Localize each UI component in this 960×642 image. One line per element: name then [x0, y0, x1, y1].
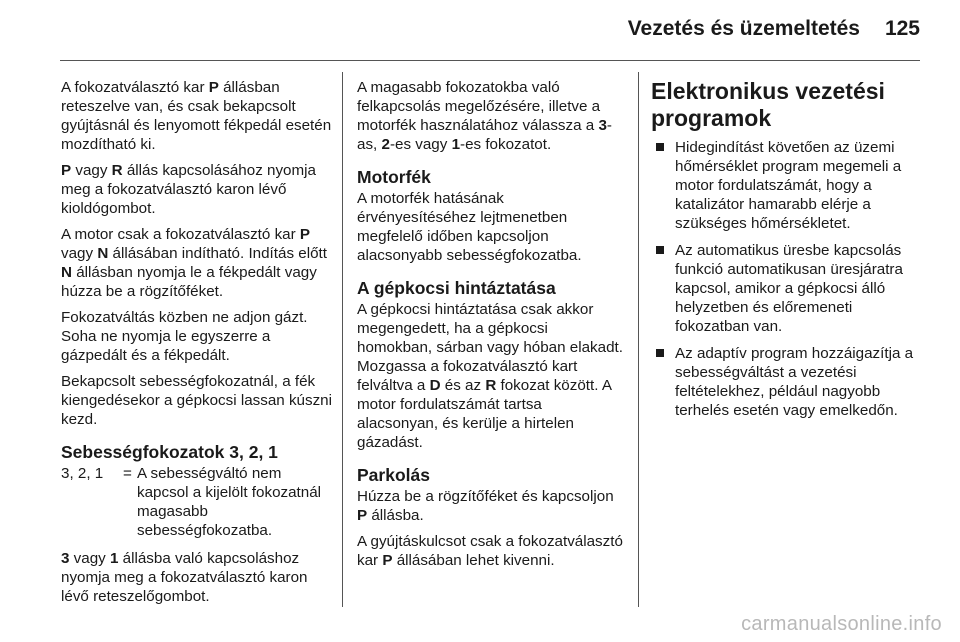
- paragraph-key-removal: A gyújtáskulcsot csak a fokozatválasztó kar P állásában lehet kivenni.: [357, 533, 623, 569]
- column-divider-1: [342, 72, 343, 607]
- running-title: Vezetés és üzemeltetés: [627, 17, 860, 40]
- header-rule: [60, 60, 920, 61]
- column-divider-2: [638, 72, 639, 607]
- list-item: Hidegindítást követően az üzemi hőmérséklet program megemeli a motor fordulatszámát, hogy a katalizátor hamarabb elérje a szükséges hőmérsékletet.: [651, 138, 921, 233]
- paragraph-creep: Bekapcsolt sebességfokozatnál, a fék kiengedésekor a gépkocsi lassan kúszni kezd.: [61, 373, 333, 428]
- page-header: [0, 0, 960, 62]
- list-item: Az adaptív program hozzáigazítja a sebességváltást a vezetési feltételekhez, például nagyobb terhelés esetén vagy emelkedőn.: [651, 344, 921, 420]
- heading-rocking: A gépkocsi hintáztatása: [357, 278, 556, 298]
- paragraph-selector-lock: A fokozatválasztó kar P állásban reteszelve van, és csak bekapcsolt gyújtásnál és lenyomott fékpedál esetén mozdítható ki.: [61, 79, 332, 153]
- column-2: [357, 78, 625, 577]
- paragraph-engine-brake: A motorfék hatásának érvényesítéséhez lejtmenetben megfelelő időben kapcsoljon alacsonyabb sebességfokozatba.: [357, 190, 582, 264]
- program-list: [651, 138, 921, 420]
- paragraph-engine-start: A motor csak a fokozatválasztó kar P vagy N állásában indítható. Indítás előtt N állásban nyomja le a fékpedált vagy húzza be a rögzítőféket.: [61, 226, 327, 300]
- paragraph-upshift-prevent: A magasabb fokozatokba való felkapcsolás megelőzésére, illetve a motorfék használatához válassza a 3-as, 2-es vagy 1-es fokozatot.: [357, 79, 612, 153]
- paragraph-lock-button: 3 vagy 1 állásba való kapcsoláshoz nyomja meg a fokozatválasztó karon lévő reteszelőgombot.: [61, 550, 308, 605]
- column-3: [651, 78, 921, 428]
- gear-definition: [61, 464, 332, 540]
- heading-electronic-programs: Elektronikus vezetési programok: [651, 78, 885, 131]
- definition-term: 3, 2, 1: [61, 465, 104, 482]
- page-number: 125: [884, 17, 920, 40]
- bullet-square-icon: [656, 246, 664, 254]
- paragraph-rocking: A gépkocsi hintáztatása csak akkor megengedett, ha a gépkocsi homokban, sárban vagy hóban elakadt. Mozgassa a fokozatválasztó kart felváltva a D és az R fokozat között. A motor fordulatszámát tartsa alacsonyan, és kerülje a hirtelen gázadást.: [357, 301, 623, 451]
- paragraph-no-throttle: Fokozatváltás közben ne adjon gázt. Soha ne nyomja le egyszerre a gázpedált és a fékpedált.: [61, 309, 308, 364]
- paragraph-parking: Húzza be a rögzítőféket és kapcsoljon P állásba.: [357, 488, 614, 524]
- heading-parking: Parkolás: [357, 465, 430, 485]
- heading-engine-brake: Motorfék: [357, 167, 431, 187]
- bullet-square-icon: [656, 143, 664, 151]
- definition-equals: =: [123, 465, 132, 482]
- list-item: Az automatikus üresbe kapcsolás funkció automatikusan üresjáratra kapcsol, amikor a gépkocsi álló helyzetben és előremeneti fokozatban van.: [651, 241, 921, 336]
- bullet-square-icon: [656, 349, 664, 357]
- column-1: [61, 78, 332, 613]
- heading-gears-321: Sebességfokozatok 3, 2, 1: [61, 442, 278, 462]
- definition-text: A sebességváltó nem kapcsol a kijelölt fokozatnál magasabb sebességfokozatba.: [137, 465, 322, 539]
- paragraph-release-button: P vagy R állás kapcsolásához nyomja meg a fokozatválasztó karon lévő kioldógombot.: [61, 162, 316, 217]
- watermark: carmanualsonline.info: [741, 613, 942, 635]
